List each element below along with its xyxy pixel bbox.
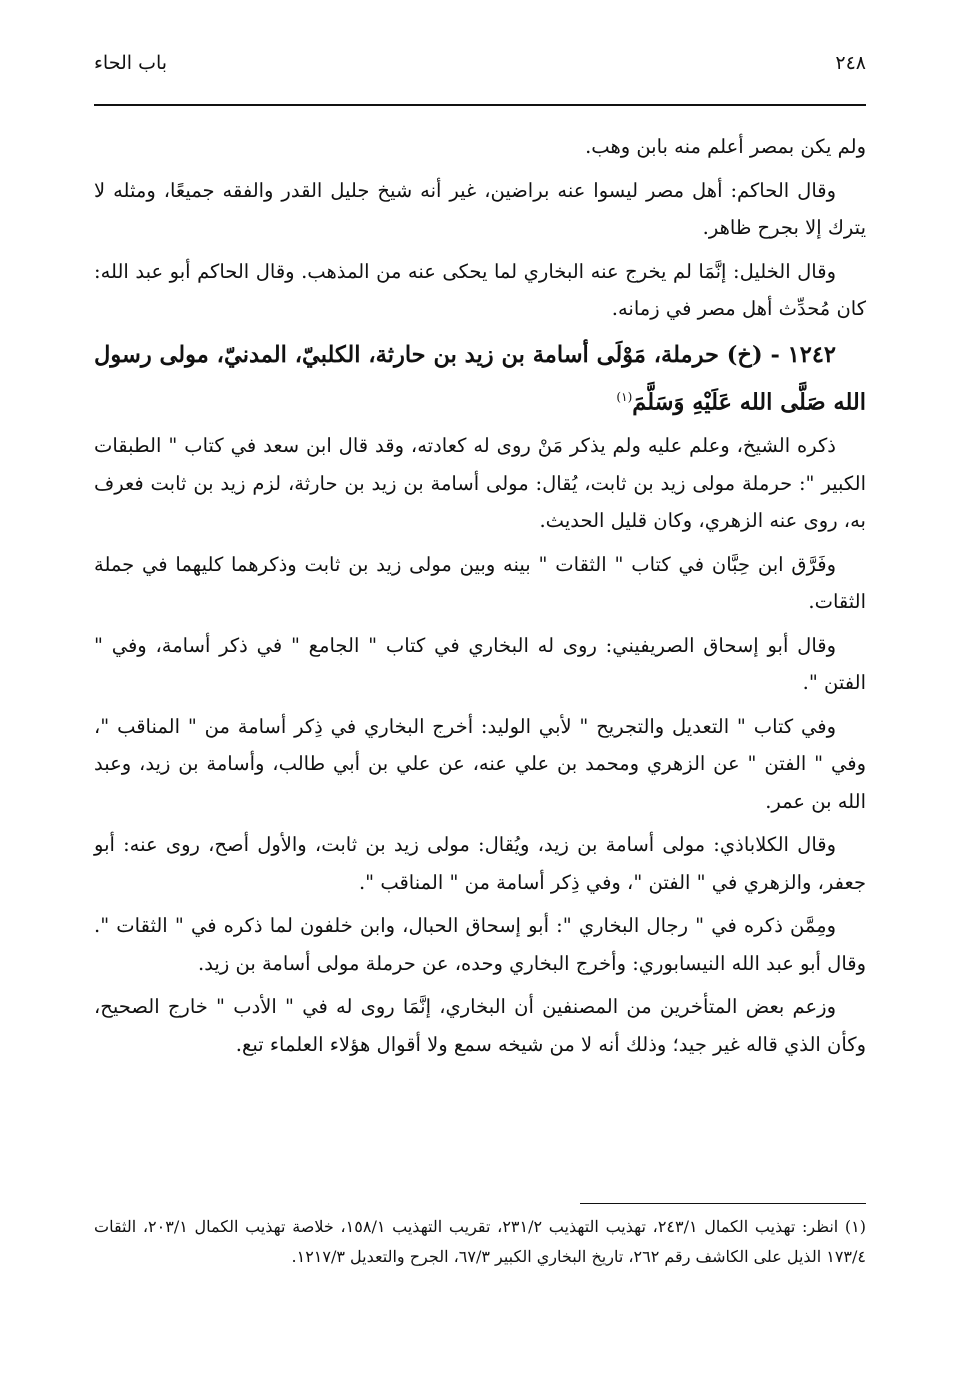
paragraph: ومِمَّن ذكره في " رجال البخاري ": أبو إسحاق الحبال، وابن خلفون لما ذكره في " الثقات ". وقال أبو عبد الله النيسابوري: وأخرج البخاري وحده، عن حرملة مولى أسامة بن زيد. [94, 914, 866, 975]
paragraph: وزعم بعض المتأخرين من المصنفين أن البخاري، إنَّمَا روى له في " الأدب " خارج الصحيح، وكأن الذي قاله غير جيد؛ وذلك أنه لا من شيخه سمع ولا أقوال هؤلاء العلماء تبع. [94, 995, 866, 1056]
paragraph: وقال الخليل: إنَّمَا لم يخرج عنه البخاري لما يحكى عنه من المذهب. وقال الحاكم أبو عبد الله: كان مُحدِّث أهل مصر في زمانه. [94, 259, 866, 320]
footnote-rule [580, 1203, 866, 1204]
main-text [94, 128, 866, 1069]
entry-heading [94, 334, 866, 424]
paragraph: ولم يكن بمصر أعلم منه بابن وهب. [585, 135, 866, 158]
paragraph: وقال الكلاباذي: مولى أسامة بن زيد، ويُقال: مولى زيد بن ثابت، والأول أصح، روى عنه: أبو جعفر، والزهري في " الفتن "، وفي ذِكر أسامة من " المناقب ". [94, 833, 866, 894]
footnote-marker: (١) [616, 389, 633, 404]
book-page [94, 52, 867, 1266]
paragraph: ذكره الشيخ، وعلم عليه ولم يذكر مَنْ روى له كعادته، وقد قال ابن سعد في كتاب " الطبقات الكبير ": حرملة مولى زيد بن ثابت، يُقال: مولى أسامة بن زيد بن حارثة، لزم زيد بن ثابت فعرف به، روى عنه الزهري، وكان قليل الحديث. [94, 434, 867, 532]
header-rule [94, 104, 866, 106]
paragraph: وقال الحاكم: أهل مصر ليسوا عنه براضين، غير أنه شيخ جليل القدر والفقه جميعًا، ومثله لا يترك إلا بجرح ظاهر. [94, 178, 866, 239]
footnote: (١) انظر: تهذيب الكمال ٢٤٣/١، تهذيب التهذيب ٢٣١/٢، تقريب التهذيب ١٥٨/١، خلاصة تهذيب الكمال ٢٠٣/١، الثقات ١٧٣/٤ الذيل على الكاشف رقم ٢٦٢، تاريخ البخاري الكبير ٦٧/٣، الجرح والتعديل ١٢١٧/٣. [94, 1217, 867, 1266]
entry-heading-text: ١٢٤٢ - (خ) حرملة، مَوْلَى أسامة بن زيد بن حارثة، الكلبيّ، المدنيّ، مولى رسول الله صَلَّى الله عَلَيْهِ وَسَلَّمَ [94, 341, 866, 415]
page-number: ٢٤٨ [835, 52, 866, 74]
paragraph: وقال أبو إسحاق الصريفيني: روى له البخاري في كتاب " الجامع " في ذكر أسامة، وفي " الفتن ". [94, 633, 866, 694]
chapter-title: باب الحاء [94, 52, 168, 74]
page-header [94, 52, 866, 96]
paragraph: وفي كتاب " التعديل والتجريح " لأبي الوليد: أخرج البخاري في ذِكر أسامة من " المناقب "، وفي " الفتن " عن الزهري ومحمد بن علي عنه، عن علي بن أبي طالب، وأسامة بن زيد، وعبد الله بن عمر. [94, 714, 866, 813]
paragraph: وفَرَّق ابن حِبَّان في كتاب " الثقات " بينه وبين مولى زيد بن ثابت وذكرهما كليهما في جملة الثقات. [94, 552, 866, 613]
